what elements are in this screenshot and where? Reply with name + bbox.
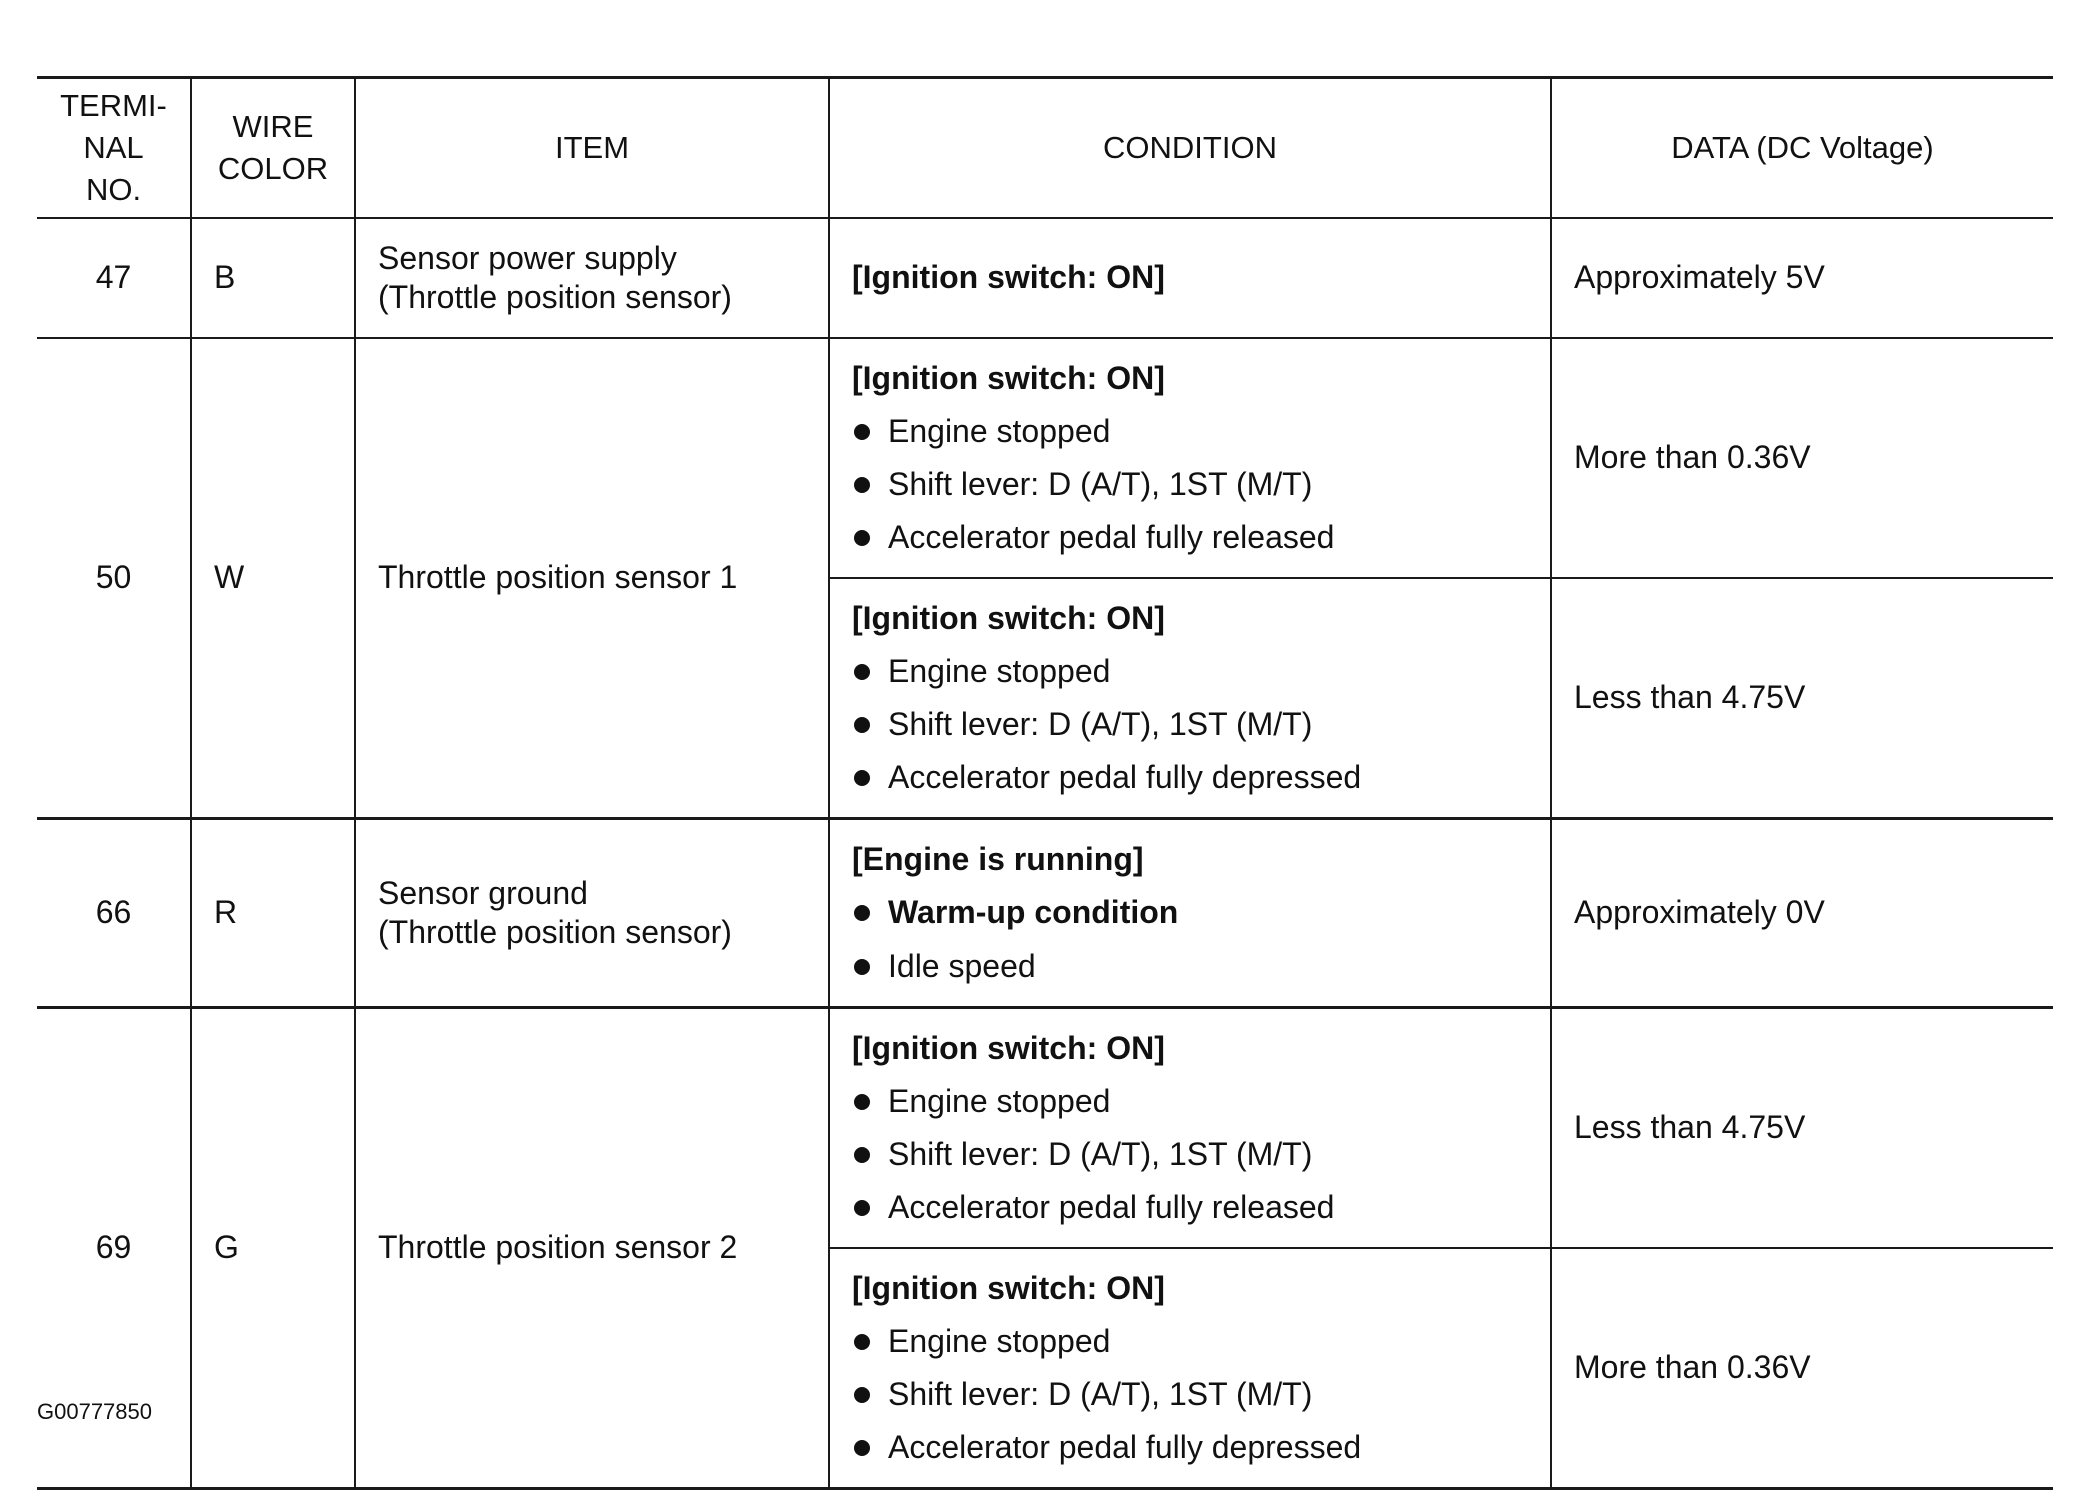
header-item: ITEM [355,78,829,219]
condition-heading: [Ignition switch: ON] [852,1029,1165,1066]
condition-item: Engine stopped [852,652,1550,691]
terminal-number: 66 [37,819,191,1008]
condition-heading: [Ignition switch: ON] [852,359,1165,396]
condition-item: Idle speed [852,947,1550,986]
terminal-number: 69 [37,1008,191,1489]
bullet-icon [854,717,870,733]
voltage-data: Approximately 5V [1551,218,2053,338]
terminal-data-table [37,76,2053,1490]
condition-cell [829,578,1551,819]
wire-color: G [191,1008,355,1489]
condition-item: Engine stopped [852,412,1550,451]
condition-cell [829,1008,1551,1249]
bullet-icon [854,1387,870,1403]
condition-item: Accelerator pedal fully released [852,518,1550,557]
voltage-data: More than 0.36V [1551,1248,2053,1489]
condition-item: Shift lever: D (A/T), 1ST (M/T) [852,1375,1550,1414]
condition-heading: [Ignition switch: ON] [852,599,1165,636]
condition-cell [829,1248,1551,1489]
bullet-icon [854,959,870,975]
item-description: Throttle position sensor 2 [355,1008,829,1489]
item-description: Sensor ground (Throttle position sensor) [355,819,829,1008]
condition-cell [829,218,1551,338]
header-wire-color: WIRE COLOR [191,78,355,219]
bullet-icon [854,905,870,921]
header-data: DATA (DC Voltage) [1551,78,2053,219]
condition-item: Shift lever: D (A/T), 1ST (M/T) [852,1135,1550,1174]
terminal-number: 47 [37,218,191,338]
condition-item: Accelerator pedal fully depressed [852,758,1550,797]
bullet-icon [854,1440,870,1456]
header-terminal-no: TERMI- NAL NO. [37,78,191,219]
condition-item: Shift lever: D (A/T), 1ST (M/T) [852,465,1550,504]
condition-heading: [Ignition switch: ON] [852,259,1165,296]
condition-item: Accelerator pedal fully depressed [852,1428,1550,1467]
bullet-icon [854,1094,870,1110]
table-row [37,819,2053,1008]
condition-item: Engine stopped [852,1322,1550,1361]
voltage-data: More than 0.36V [1551,338,2053,578]
condition-cell [829,338,1551,578]
condition-cell [829,819,1551,1008]
voltage-data: Less than 4.75V [1551,1008,2053,1249]
item-description: Throttle position sensor 1 [355,338,829,819]
header-condition: CONDITION [829,78,1551,219]
condition-heading: [Ignition switch: ON] [852,1269,1165,1306]
bullet-icon [854,424,870,440]
condition-heading: [Engine is running] [852,841,1144,878]
table-row [37,338,2053,578]
condition-item: Engine stopped [852,1082,1550,1121]
bullet-icon [854,530,870,546]
voltage-data: Less than 4.75V [1551,578,2053,819]
wire-color: B [191,218,355,338]
terminal-number: 50 [37,338,191,819]
table-row [37,218,2053,338]
wire-color: W [191,338,355,819]
condition-item: Warm-up condition [852,893,1550,932]
condition-item: Accelerator pedal fully released [852,1188,1550,1227]
bullet-icon [854,1200,870,1216]
wire-color: R [191,819,355,1008]
bullet-icon [854,770,870,786]
bullet-icon [854,1147,870,1163]
condition-item: Shift lever: D (A/T), 1ST (M/T) [852,705,1550,744]
table-row [37,1008,2053,1249]
item-description: Sensor power supply (Throttle position sensor) [355,218,829,338]
bullet-icon [854,1334,870,1350]
bullet-icon [854,477,870,493]
figure-id: G00777850 [37,1399,152,1424]
bullet-icon [854,664,870,680]
table-header-row [37,78,2053,219]
voltage-data: Approximately 0V [1551,819,2053,1008]
